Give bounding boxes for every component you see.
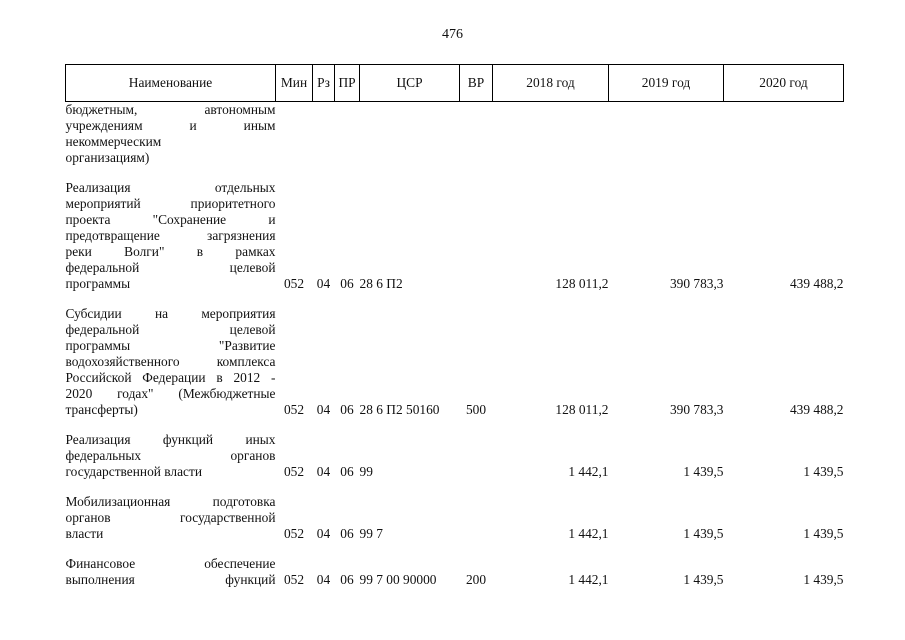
header-vr: ВР <box>460 65 493 102</box>
cell-y2020: 1 439,5 <box>803 464 844 479</box>
row-spacer <box>66 418 844 432</box>
row-name-line: Субсидии на мероприятия <box>65 306 276 321</box>
cell-y2018: 128 011,2 <box>555 276 609 291</box>
cell-y2020 <box>724 102 844 167</box>
cell-min: 052 <box>283 572 305 587</box>
cell-csr <box>360 102 460 167</box>
row-name-line: бюджетным, автономным <box>65 102 276 117</box>
cell-y2019: 390 783,3 <box>669 402 724 417</box>
row-name-line: 2020 годах" (Межбюджетные <box>65 386 276 401</box>
header-min: Мин <box>276 65 313 102</box>
cell-pr <box>335 102 360 167</box>
cell-y2019: 1 439,5 <box>683 526 724 541</box>
cell-min: 052 <box>283 402 305 417</box>
cell-vr: 200 <box>465 572 487 587</box>
cell-y2020: 439 488,2 <box>789 402 844 417</box>
row-spacer <box>66 166 844 180</box>
cell-min <box>276 102 313 167</box>
cell-csr: 99 <box>359 464 373 479</box>
row-name <box>66 432 276 480</box>
cell-y2019: 1 439,5 <box>683 572 724 587</box>
row-name-line: Финансовое обеспечение <box>65 556 276 571</box>
row-name-line: Мобилизационная подготовка <box>65 494 276 509</box>
cell-pr: 06 <box>340 572 354 587</box>
cell-y2019 <box>609 102 724 167</box>
cell-y2018: 1 442,1 <box>568 572 609 587</box>
row-name-line: водохозяйственного комплекса <box>65 354 276 369</box>
cell-vr <box>460 494 493 542</box>
cell-y2018: 1 442,1 <box>568 526 609 541</box>
budget-table <box>65 64 844 588</box>
table-row <box>66 306 844 418</box>
row-spacer <box>66 480 844 494</box>
cell-pr: 06 <box>340 526 354 541</box>
cell-vr <box>460 432 493 480</box>
row-name-line: проекта "Сохранение и <box>65 212 276 227</box>
row-spacer <box>66 292 844 306</box>
row-name <box>66 180 276 292</box>
row-name-line: федеральных органов <box>65 448 276 463</box>
table-row <box>66 556 844 588</box>
cell-csr: 99 7 <box>359 526 383 541</box>
row-name-line: мероприятий приоритетного <box>65 196 276 211</box>
row-name <box>66 556 276 588</box>
row-name-line: программы <box>65 276 131 291</box>
row-name-line: Реализация функций иных <box>65 432 276 447</box>
row-name-line: федеральной целевой <box>65 322 276 337</box>
row-name <box>66 494 276 542</box>
row-name <box>66 306 276 418</box>
cell-min: 052 <box>283 526 305 541</box>
cell-vr <box>460 180 493 292</box>
cell-min: 052 <box>283 464 305 479</box>
cell-y2018 <box>493 102 609 167</box>
row-name-line: органов государственной <box>65 510 276 525</box>
cell-y2019: 390 783,3 <box>669 276 724 291</box>
row-name-line: государственной власти <box>65 464 203 479</box>
row-name-line: предотвращение загрязнения <box>65 228 276 243</box>
cell-csr: 28 6 П2 <box>359 276 403 291</box>
row-name-line: организациям) <box>65 150 150 165</box>
cell-rz: 04 <box>316 402 331 417</box>
header-name: Наименование <box>66 65 276 102</box>
row-name-line: власти <box>65 526 104 541</box>
header-csr: ЦСР <box>360 65 460 102</box>
cell-rz: 04 <box>316 526 331 541</box>
row-name-line: учреждениям и иным <box>65 118 276 133</box>
cell-rz <box>313 102 335 167</box>
header-2019: 2019 год <box>609 65 724 102</box>
row-name-line: программы "Развитие <box>65 338 276 353</box>
cell-pr: 06 <box>340 402 354 417</box>
cell-y2018: 128 011,2 <box>555 402 609 417</box>
cell-csr: 99 7 00 90000 <box>359 572 437 587</box>
header-pr: ПР <box>335 65 360 102</box>
cell-y2018: 1 442,1 <box>568 464 609 479</box>
table-body <box>66 102 844 589</box>
cell-min: 052 <box>283 276 305 291</box>
cell-csr: 28 6 П2 50160 <box>359 402 440 417</box>
header-rz: Рз <box>313 65 335 102</box>
table-row <box>66 180 844 292</box>
cell-vr <box>460 102 493 167</box>
table-row <box>66 432 844 480</box>
cell-y2020: 1 439,5 <box>803 572 844 587</box>
cell-rz: 04 <box>316 464 331 479</box>
cell-vr: 500 <box>465 402 487 417</box>
table-header-row <box>66 65 844 102</box>
row-name-line: реки Волги" в рамках <box>65 244 276 259</box>
cell-pr: 06 <box>340 276 354 291</box>
row-name-line: трансферты) <box>65 402 138 417</box>
header-2020: 2020 год <box>724 65 844 102</box>
cell-pr: 06 <box>340 464 354 479</box>
cell-rz: 04 <box>316 572 331 587</box>
row-spacer <box>66 542 844 556</box>
row-name-line: выполнения функций <box>65 572 276 587</box>
header-2018: 2018 год <box>493 65 609 102</box>
cell-y2019: 1 439,5 <box>683 464 724 479</box>
row-name-line: Реализация отдельных <box>65 180 276 195</box>
row-name <box>66 102 276 167</box>
row-name-line: федеральной целевой <box>65 260 276 275</box>
row-name-line: Российской Федерации в 2012 - <box>65 370 276 385</box>
cell-y2020: 439 488,2 <box>789 276 844 291</box>
table-row <box>66 102 844 167</box>
cell-y2020: 1 439,5 <box>803 526 844 541</box>
table-row <box>66 494 844 542</box>
row-name-line: некоммерческим <box>65 134 162 149</box>
cell-rz: 04 <box>316 276 331 291</box>
page-number: 476 <box>442 27 463 42</box>
